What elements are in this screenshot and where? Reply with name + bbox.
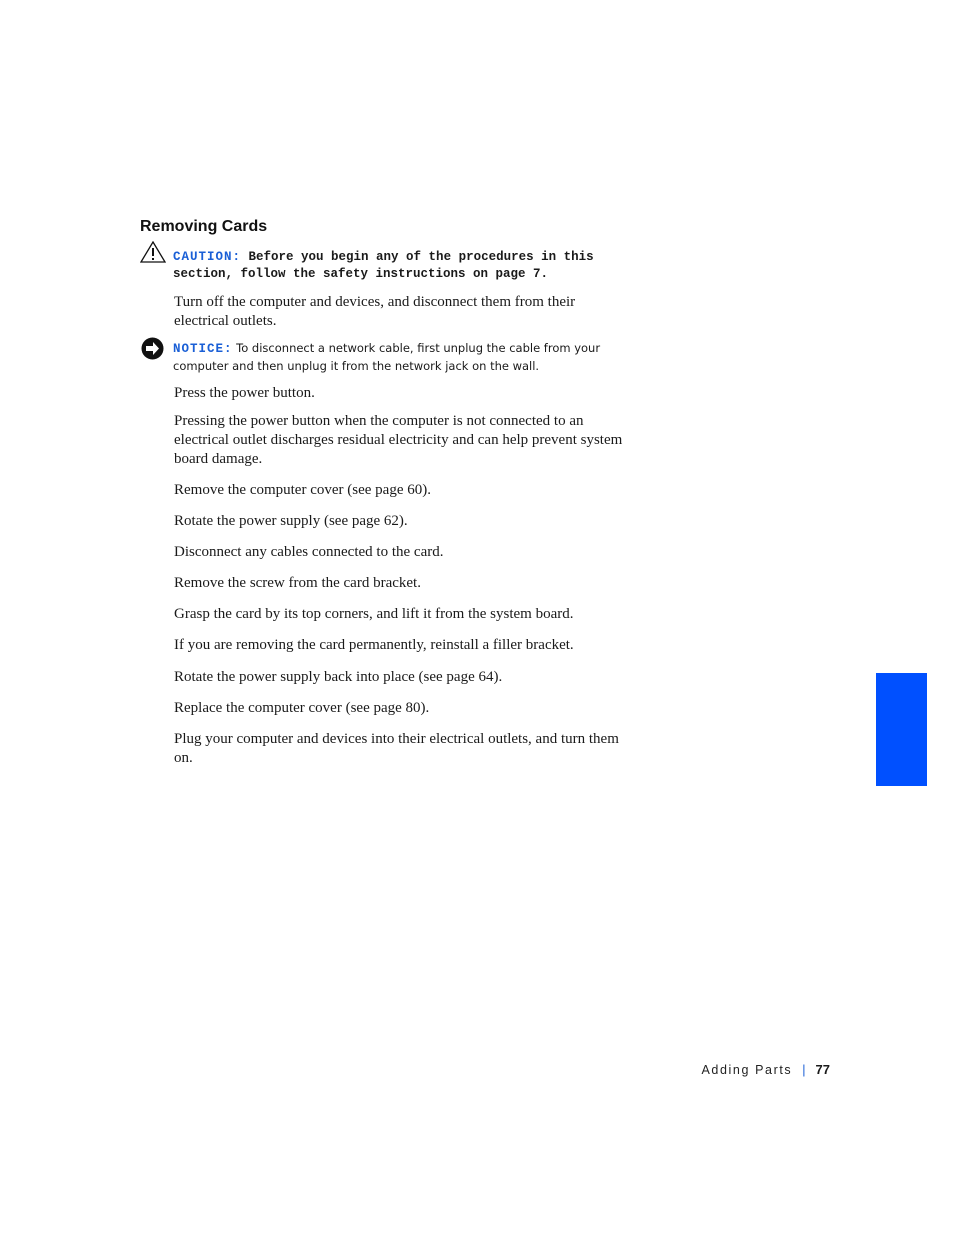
step-text: Replace the computer cover (see page 80). — [174, 700, 430, 716]
step-text: Rotate the power supply back into place (see page 64). — [174, 669, 503, 685]
step-text: Press the power button. — [174, 385, 315, 401]
step-text: Remove the computer cover (see page 60). — [174, 482, 431, 498]
caution-text: Before you begin any of the procedures in this section, follow the safety instructions on page 7. — [173, 250, 594, 281]
step-text: Grasp the card by its top corners, and lift it from the system board. — [174, 606, 574, 622]
notice-label: NOTICE: — [173, 342, 233, 356]
caution-label: CAUTION: — [173, 250, 242, 264]
page-footer — [600, 1062, 830, 1077]
footer-separator: | — [802, 1063, 806, 1077]
step-text: Rotate the power supply (see page 62). — [174, 513, 408, 529]
caution-triangle-icon — [140, 241, 166, 263]
step-text: Remove the screw from the card bracket. — [174, 575, 421, 591]
step-text: Turn off the computer and devices, and disconnect them from their electrical outlets. — [174, 294, 576, 329]
notice-note — [173, 340, 633, 375]
chapter-tab — [876, 673, 927, 786]
step-text: If you are removing the card permanently, reinstall a filler bracket. — [174, 637, 574, 653]
step-2-detail: Pressing the power button when the computer is not connected to an electrical outlet discharges residual electricity and can help prevent system board damage. — [174, 413, 623, 467]
notice-arrow-icon — [141, 337, 164, 360]
caution-note — [173, 249, 633, 283]
footer-section-name: Adding Parts — [701, 1063, 793, 1077]
page-number: 77 — [815, 1062, 830, 1077]
step-text: Disconnect any cables connected to the card. — [174, 544, 444, 560]
section-heading: Removing Cards — [140, 218, 268, 235]
step-text: Plug your computer and devices into their electrical outlets, and turn them on. — [174, 731, 619, 766]
notice-text: To disconnect a network cable, first unplug the cable from your computer and then unplug it from the network jack on the wall. — [173, 341, 601, 373]
